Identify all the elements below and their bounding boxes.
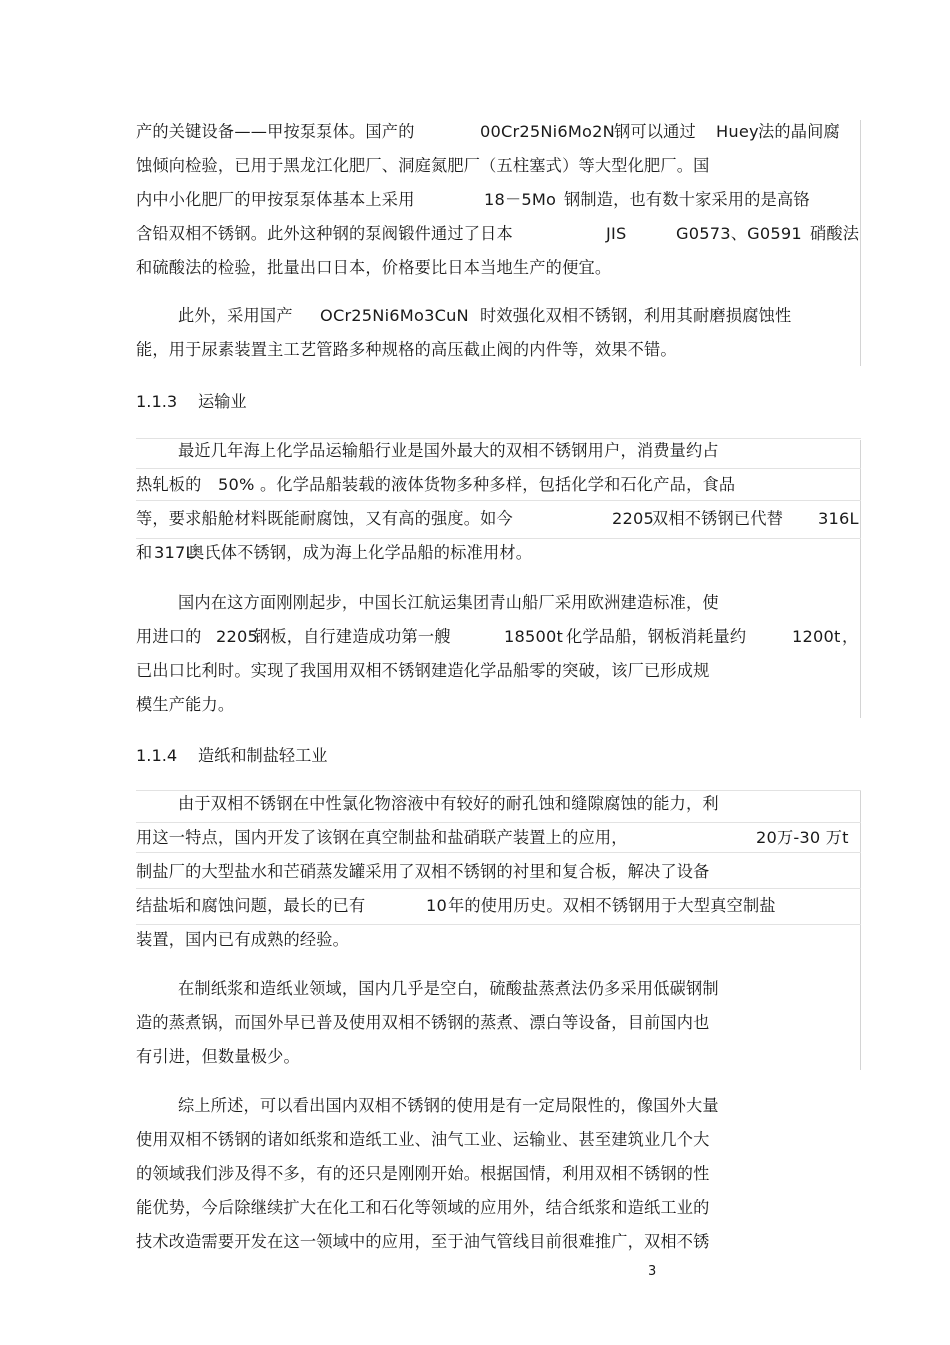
text-segment: G0573、G0591 (676, 224, 802, 243)
section-number: 1.1.3 (136, 392, 178, 411)
text-segment: Huey (716, 122, 759, 141)
text-segment: 由于双相不锈钢在中性氯化物溶液中有较好的耐孔蚀和缝隙腐蚀的能力，利 (178, 794, 719, 813)
text-segment: 和 (136, 543, 153, 562)
text-segment: 内中小化肥厂的甲按泵泵体基本上采用 (136, 190, 415, 209)
text-segment: 00Cr25Ni6Mo2N (480, 122, 615, 141)
text-segment: 年的使用历史。双相不锈钢用于大型真空制盐 (448, 896, 776, 915)
text-segment: 装置，国内已有成熟的经验。 (136, 930, 350, 949)
text-segment: 钢制造，也有数十家采用的是高铬 (564, 190, 810, 209)
text-segment: 能，用于尿素装置主工艺管路多种规格的高压截止阀的内件等，效果不错。 (136, 340, 677, 359)
text-segment: 奥氏体不锈钢，成为海上化学品船的标准用材。 (188, 543, 533, 562)
frame-line (860, 790, 861, 1070)
text-segment: 20万-30 万t (756, 828, 849, 847)
text-segment: 技术改造需要开发在这一领域中的应用，至于油气管线目前很难推广，双相不锈 (136, 1232, 710, 1251)
text-segment: 50% (218, 475, 255, 494)
text-segment: 时效强化双相不锈钢，利用其耐磨损腐蚀性 (480, 306, 792, 325)
text-segment: 18－5Mo (484, 190, 557, 209)
text-segment: 用这一特点，国内开发了该钢在真空制盐和盐硝联产装置上的应用， (136, 828, 628, 847)
text-segment: 2205 (612, 509, 654, 528)
text-segment: 此外，采用国产 (178, 306, 293, 325)
text-segment: 热轧板的 (136, 475, 202, 494)
text-segment: 和硫酸法的检验，批量出口日本，价格要比日本当地生产的便宜。 (136, 258, 612, 277)
text-segment: 法的晶间腐 (758, 122, 840, 141)
text-segment: JIS (606, 224, 627, 243)
text-segment: 已出口比利时。实现了我国用双相不锈钢建造化学品船零的突破，该厂已形成规 (136, 661, 710, 680)
text-segment: 10 (426, 896, 447, 915)
text-segment: 硝酸法 (810, 224, 860, 243)
text-segment: 模生产能力。 (136, 695, 235, 714)
text-segment: 双相不锈钢已代替 (652, 509, 784, 528)
text-segment: 结盐垢和腐蚀问题，最长的已有 (136, 896, 366, 915)
text-segment: 造的蒸煮锅，而国外早已普及使用双相不锈钢的蒸煮、漂白等设备，目前国内也 (136, 1013, 710, 1032)
frame-line (860, 440, 861, 718)
section-title: 运输业 (198, 392, 247, 411)
text-segment: 的领域我们涉及得不多，有的还只是刚刚开始。根据国情，利用双相不锈钢的性 (136, 1164, 710, 1183)
text-segment: 化学品船，钢板消耗量约 (566, 627, 747, 646)
text-segment: 最近几年海上化学品运输船行业是国外最大的双相不锈钢用户，消费量约占 (178, 441, 719, 460)
section-number: 1.1.4 (136, 746, 178, 765)
text-segment: 蚀倾向检验，已用于黑龙江化肥厂、洞庭氮肥厂（五柱塞式）等大型化肥厂。国 (136, 156, 710, 175)
text-segment: 在制纸浆和造纸业领域，国内几乎是空白，硫酸盐蒸煮法仍多采用低碳钢制 (178, 979, 719, 998)
text-segment: 2205 (216, 627, 258, 646)
text-segment: 。化学品船装载的液体货物多种多样，包括化学和石化产品，食品 (260, 475, 736, 494)
text-segment: 使用双相不锈钢的诸如纸浆和造纸工业、油气工业、运输业、甚至建筑业几个大 (136, 1130, 710, 1149)
text-segment: 制盐厂的大型盐水和芒硝蒸发罐采用了双相不锈钢的衬里和复合板，解决了设备 (136, 862, 710, 881)
text-segment: 316L (818, 509, 859, 528)
text-segment: 18500t (504, 627, 564, 646)
text-segment: ， (842, 627, 859, 646)
text-segment: 综上所述，可以看出国内双相不锈钢的使用是有一定局限性的，像国外大量 (178, 1096, 719, 1115)
text-segment: 317L (154, 543, 195, 562)
text-segment: 1200t (792, 627, 841, 646)
page-number: 3 (648, 1264, 657, 1279)
text-segment: 用进口的 (136, 627, 202, 646)
text-segment: 钢板，自行建造成功第一艘 (254, 627, 451, 646)
section-title: 造纸和制盐轻工业 (198, 746, 328, 765)
text-segment: 钢可以通过 (614, 122, 696, 141)
text-segment: 有引进，但数量极少。 (136, 1047, 300, 1066)
text-segment: 能优势，今后除继续扩大在化工和石化等领域的应用外，结合纸浆和造纸工业的 (136, 1198, 710, 1217)
text-segment: 含铅双相不锈钢。此外这种钢的泵阀锻件通过了日本 (136, 224, 513, 243)
text-segment: OCr25Ni6Mo3CuN (320, 306, 469, 325)
frame-line (860, 120, 861, 366)
text-segment: 国内在这方面刚刚起步，中国长江航运集团青山船厂采用欧洲建造标准，使 (178, 593, 719, 612)
text-segment: 等，要求船舱材料既能耐腐蚀，又有高的强度。如今 (136, 509, 513, 528)
text-segment: 产的关键设备——甲按泵泵体。国产的 (136, 122, 415, 141)
